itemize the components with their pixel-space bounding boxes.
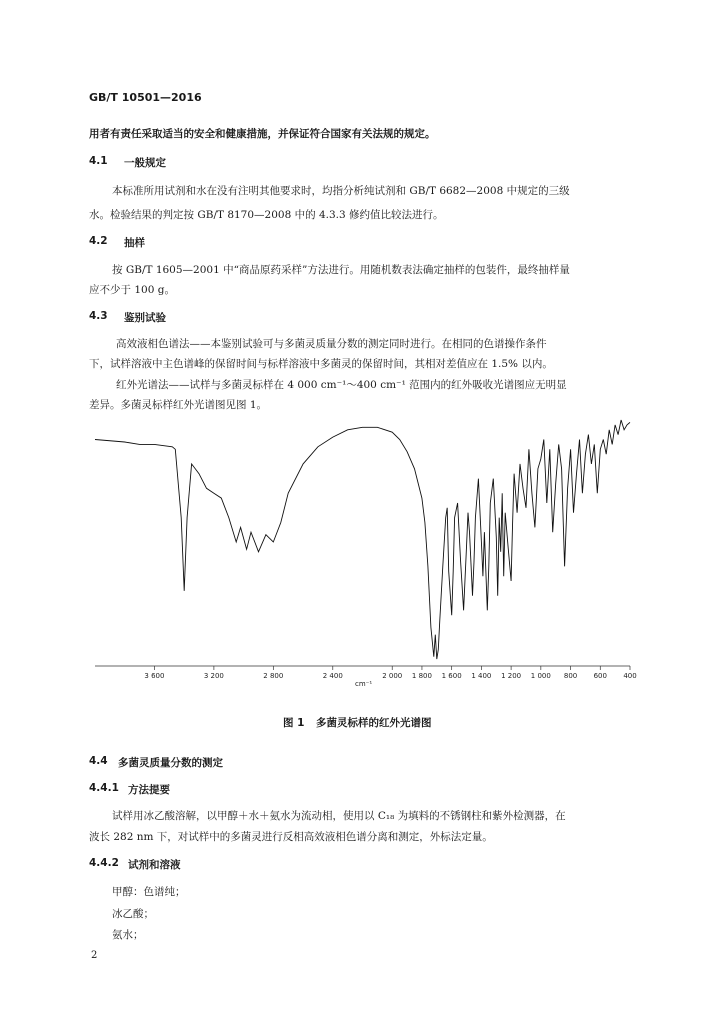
spectrum-line xyxy=(95,420,630,659)
x-tick-label: 1 200 xyxy=(501,672,522,680)
section-4-4-title: 多菌灵质量分数的测定 xyxy=(118,757,223,769)
section-4-3-line2: 下，试样溶液中主色谱峰的保留时间与标样溶液中多菌灵的保留时间，其相对差值应在 1.5% 以内。 xyxy=(89,358,553,370)
section-4-3-line3: 红外光谱法——试样与多菌灵标样在 4 000 cm⁻¹～400 cm⁻¹ 范围内的红外吸收光谱图应无明显 xyxy=(116,379,567,391)
x-tick-label: 2 000 xyxy=(382,672,403,680)
section-4-3-number: 4.3 xyxy=(89,310,108,322)
section-4-1-title: 一般规定 xyxy=(124,157,166,169)
intro-line: 用者有责任采取适当的安全和健康措施，并保证符合国家有关法规的规定。 xyxy=(89,128,436,140)
x-tick-label: 1 800 xyxy=(411,672,432,680)
x-tick-label: 400 xyxy=(623,672,637,680)
section-4-3-line4: 差异。多菌灵标样红外光谱图见图 1。 xyxy=(89,399,268,411)
figure-caption-number: 图 1 xyxy=(283,717,305,729)
section-4-4-1-line2: 波长 282 nm 下，对试样中的多菌灵进行反相高效液相色谱分离和测定，外标法定量。 xyxy=(89,831,493,843)
x-tick-label: 600 xyxy=(593,672,607,680)
x-tick-label: 2 400 xyxy=(322,672,343,680)
section-4-4-1-line1: 试样用冰乙酸溶解，以甲醇＋水＋氨水为流动相，使用以 C₁₈ 为填料的不锈钢柱和紫外检测器，在 xyxy=(112,810,566,822)
section-4-4-2-number: 4.4.2 xyxy=(89,857,119,869)
section-4-1-number: 4.1 xyxy=(89,155,108,167)
section-4-2-title: 抽样 xyxy=(124,237,145,249)
reagent-item-3: 氨水； xyxy=(112,929,144,941)
section-4-2-line2: 应不少于 100 g。 xyxy=(89,284,175,296)
x-tick-label: 3 600 xyxy=(144,672,165,680)
section-4-2-number: 4.2 xyxy=(89,235,108,247)
section-4-3-title: 鉴别试验 xyxy=(124,312,166,324)
x-axis-unit: cm⁻¹ xyxy=(355,680,373,688)
page-number: 2 xyxy=(91,950,98,961)
x-tick-label: 2 800 xyxy=(263,672,284,680)
x-tick-label: 1 400 xyxy=(471,672,492,680)
section-4-4-2-title: 试剂和溶液 xyxy=(128,859,181,871)
x-tick-label: 1 600 xyxy=(441,672,462,680)
standard-number: GB/T 10501—2016 xyxy=(89,91,202,104)
reagent-item-2: 冰乙酸； xyxy=(112,908,154,920)
section-4-4-1-number: 4.4.1 xyxy=(89,782,119,794)
section-4-1-line2: 水。检验结果的判定按 GB/T 8170—2008 中的 4.3.3 修约值比较法进行。 xyxy=(89,209,444,221)
figure-caption-text: 多菌灵标样的红外光谱图 xyxy=(316,717,432,729)
section-4-4-1-title: 方法提要 xyxy=(128,784,170,796)
section-4-1-line1: 本标准所用试剂和水在没有注明其他要求时，均指分析纯试剂和 GB/T 6682—2008 中规定的三级 xyxy=(112,185,570,197)
x-tick-label: 800 xyxy=(563,672,578,680)
x-tick-label: 1 000 xyxy=(530,672,551,680)
section-4-3-line1: 高效液相色谱法——本鉴别试验可与多菌灵质量分数的测定同时进行。在相同的色谱操作条件 xyxy=(116,338,547,350)
section-4-2-line1: 按 GB/T 1605—2001 中“商品原药采样”方法进行。用随机数表法确定抽样的包装件，最终抽样量 xyxy=(112,264,570,276)
x-tick-label: 3 200 xyxy=(203,672,224,680)
reagent-item-1: 甲醇：色谱纯； xyxy=(112,886,186,898)
section-4-4-number: 4.4 xyxy=(89,755,108,767)
